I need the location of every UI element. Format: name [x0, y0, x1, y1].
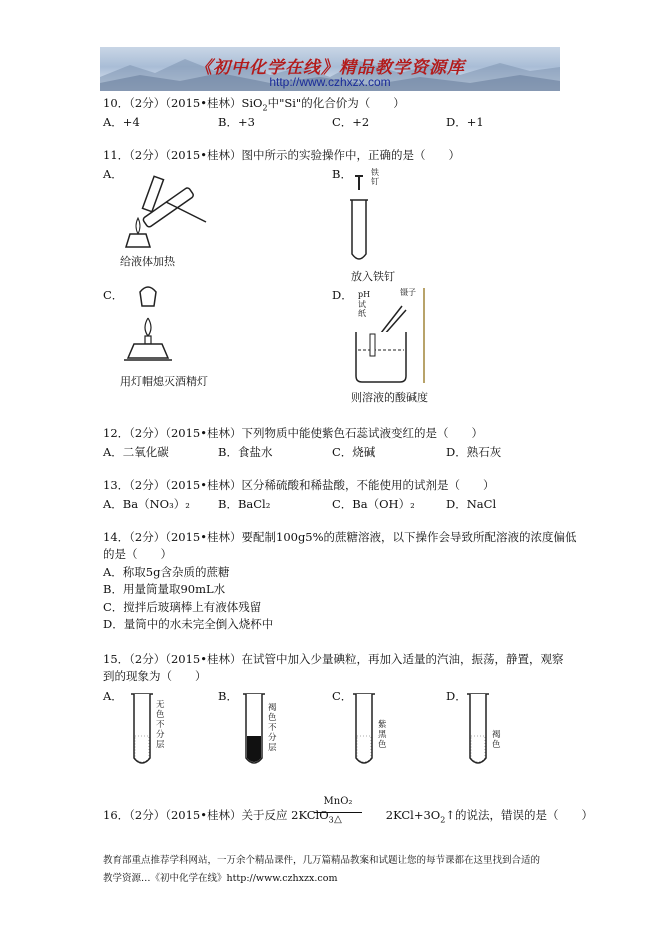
question-16-stem: 16．（2分）（2015•桂林）关于反应 2KClO$_3$ $2KCl+3O_2↑$的说法，错误的是（ ） [103, 808, 593, 825]
q11-caption-b: 放入铁钉 [351, 270, 395, 283]
banner-url[interactable]: http://www.czhxzx.com [269, 75, 391, 89]
reaction-condition: △ [334, 814, 342, 825]
q10-option-b[interactable]: B．+3 [218, 115, 255, 129]
tweezers-label: 镊子 [400, 288, 416, 297]
test-tube-b [242, 692, 266, 770]
tube-d-label: 褐色 [492, 730, 501, 750]
question-15-stem-line1: 15．（2分）（2015•桂林）在试管中加入少量碘粒，再加入适量的汽油，振荡，静置，观察 [103, 652, 564, 666]
q14-option-c[interactable]: C．搅拌后玻璃棒上有液体残留 [103, 600, 262, 614]
reaction-arrow [314, 812, 362, 813]
tube-b-label: 褐色不分层 [268, 703, 277, 753]
nail-label: 铁钉 [371, 168, 379, 186]
header-banner [100, 47, 560, 91]
q11-label-d[interactable]: D． [332, 288, 353, 302]
q13-option-a[interactable]: A．Ba（NO₃）₂ [103, 497, 190, 511]
footer-line-1: 教育部重点推荐学科网站，一万余个精品课件，几万篇精品教案和试题让您的每节课都在这里找到合适的 [103, 855, 541, 866]
q10-option-d[interactable]: D．+1 [446, 115, 484, 129]
q13-option-c[interactable]: C．Ba（OH）₂ [332, 497, 415, 511]
q11-label-c[interactable]: C． [103, 288, 124, 302]
question-14-stem-line1: 14．（2分）（2015•桂林）要配制100g5%的蔗糖溶液，以下操作会导致所配溶液的浓度偏低 [103, 530, 577, 544]
q11-caption-a: 给液体加热 [120, 255, 175, 268]
figure-heating-liquid [118, 172, 208, 252]
question-10-stem: 10．（2分）（2015•桂林）SiO$_2$中"Si"的化合价为（ ） [103, 96, 405, 113]
figure-test-tube-nail [345, 168, 395, 268]
ph-label: pH [358, 290, 371, 299]
q13-option-b[interactable]: B．BaCl₂ [218, 497, 271, 511]
reaction-catalyst: MnO₂ [323, 796, 353, 807]
q12-option-b[interactable]: B．食盐水 [218, 445, 273, 459]
test-tube-d [466, 692, 490, 770]
q11-caption-c: 用灯帽熄灭酒精灯 [120, 375, 208, 388]
q11-label-b[interactable]: B． [332, 167, 352, 181]
question-13-stem: 13．（2分）（2015•桂林）区分稀硫酸和稀盐酸，不能使用的试剂是（ ） [103, 478, 495, 492]
q15-label-b[interactable]: B． [218, 689, 238, 703]
q15-label-d[interactable]: D． [446, 689, 467, 703]
test-tube-c [352, 692, 376, 770]
footer-line-2: 教学资源…《初中化学在线》http://www.czhxzx.com [103, 873, 338, 884]
q14-option-d[interactable]: D．量筒中的水未完全倒入烧杯中 [103, 617, 274, 631]
banner-title: 《初中化学在线》精品教学资源库 [195, 58, 465, 78]
figure-alcohol-lamp [118, 284, 188, 374]
ph-paper-label: 试纸 [358, 300, 366, 318]
question-11-stem: 11．（2分）（2015•桂林）图中所示的实验操作中，正确的是（ ） [103, 148, 460, 162]
q12-option-a[interactable]: A．二氧化碳 [103, 445, 169, 459]
q12-option-d[interactable]: D．熟石灰 [446, 445, 502, 459]
question-14-stem-line2: 的是（ ） [103, 547, 172, 561]
tube-c-label: 紫黑色 [378, 720, 387, 750]
q10-option-a[interactable]: A．+4 [103, 115, 140, 129]
tube-a-label: 无色不分层 [156, 700, 165, 750]
q15-label-c[interactable]: C． [332, 689, 353, 703]
q15-label-a[interactable]: A． [103, 689, 123, 703]
question-12-stem: 12．（2分）（2015•桂林）下列物质中能使紫色石蕊试液变红的是（ ） [103, 426, 483, 440]
q12-option-c[interactable]: C．烧碱 [332, 445, 376, 459]
test-tube-a [130, 692, 154, 770]
q13-option-d[interactable]: D．NaCl [446, 497, 497, 511]
q11-label-a[interactable]: A． [103, 167, 123, 181]
q14-option-b[interactable]: B．用量筒量取90mL水 [103, 582, 226, 596]
q14-option-a[interactable]: A．称取5g含杂质的蔗糖 [103, 565, 230, 579]
question-15-stem-line2: 到的现象为（ ） [103, 669, 207, 683]
q10-option-c[interactable]: C．+2 [332, 115, 370, 129]
q11-caption-d: 则溶液的酸碱度 [351, 391, 428, 404]
